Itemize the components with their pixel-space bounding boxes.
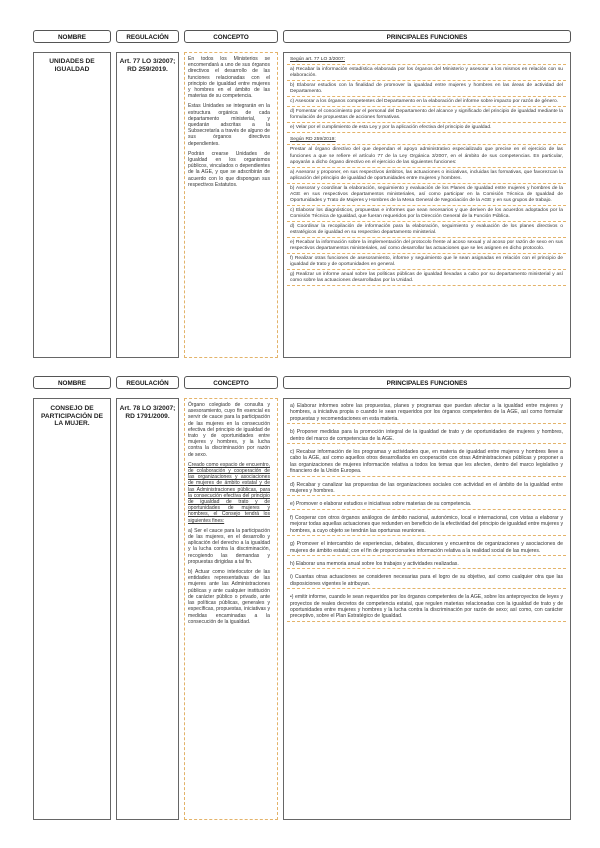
funciones-item: e) Velar por el cumplimiento de esta Ley y por la aplicación efectiva del principio de igualdad. bbox=[287, 125, 566, 133]
funciones-item: a) Recabar la información estadística elaborada por los órganos del Ministerio y asesorar a los mismos en relación con su elaboración. bbox=[287, 67, 566, 81]
funciones-intro: Prestar al órgano directivo del que dependan el apoyo administrativo especializado que precise en el ejercicio de las funciones a que se refiere el artículo 77 de la Ley Orgánica 3/2007, en el ámbito de sus competencias. En particular, apoyarán a dicho órgano directivo en el ejercicio de las siguientes funciones: bbox=[287, 147, 566, 167]
funciones-item: b) Elaborar estudios con la finalidad de promover la igualdad entre mujeres y hombres en las áreas de actividad del Departamento. bbox=[287, 83, 566, 97]
funciones-item: g) Promover el intercambio de experiencias, debates, discusiones y encuentros de organizaciones y asociaciones de mujeres de ámbito estatal; con el fin de proporcionarles información relativa a la realidad social de las mujeres. bbox=[287, 541, 566, 556]
table1-regulacion: Art. 77 LO 3/2007; RD 259/2019. bbox=[119, 58, 176, 73]
table2-regulacion: Art. 78 LO 3/2007; RD 1791/2009. bbox=[119, 405, 176, 420]
nombre-cell bbox=[33, 52, 111, 358]
funciones-item: e) Promover o elaborar estudios e iniciativas sobre materias de su competencia. bbox=[287, 501, 566, 509]
table1-nombre: UNIDADES DE IGUALDAD bbox=[49, 58, 95, 73]
header-regulacion: REGULACIÓN bbox=[116, 30, 179, 43]
table2-funciones bbox=[287, 403, 566, 622]
funciones-heading: Según RD 259/2019: bbox=[287, 135, 566, 145]
header-regulacion: REGULACIÓN bbox=[116, 376, 179, 389]
funciones-item: f) Cooperar con otros órganos análogos de ámbito nacional, autonómico, local e internacional, con vistas a elaborar y mejorar todas aquellas actuaciones que redunden en beneficio de la efectividad del principio de igualdad entre mujeres y hombres, a cuyo objeto se tendrán las oportunas reuniones. bbox=[287, 515, 566, 536]
funciones-item: d) Fomentar el conocimiento por el personal del Departamento del alcance y significado del principio de igualdad mediante la formulación de propuestas de acciones formativas. bbox=[287, 109, 566, 123]
table1-concepto bbox=[188, 56, 270, 192]
table2-concepto bbox=[188, 402, 270, 629]
funciones-item: g) Realizar un informe anual sobre las políticas públicas de igualdad llevadas a cabo por su departamento ministerial y así como sobre las actuaciones desarrolladas por la Unidad. bbox=[287, 272, 566, 286]
nombre-cell bbox=[33, 398, 111, 820]
funciones-heading: Según art. 77 LO 3/2007: bbox=[287, 55, 566, 65]
table2-nombre: CONSEJO DE PARTICIPACIÓN DE LA MUJER. bbox=[40, 405, 104, 428]
funciones-item: a) Elaborar informes sobre las propuestas, planes y programas que puedan afectar a la igualdad entre mujeres y hombres, a iniciativa propia o cuando le sean requeridos por los órganos competentes de la AGE, así como formular propuestas y recomendaciones en esta materia. bbox=[287, 403, 566, 424]
header-nombre: NOMBRE bbox=[33, 376, 111, 389]
funciones-item: b) Asesorar y coordinar la elaboración, seguimiento y evaluación de los Planes de Igualdad entre mujeres y hombres de la AGE en sus respectivos departamentos ministeriales, así como participar en la Comisión Técnica de Igualdad de Oportunidades y Trato de Mujeres y Hombres de la Mesa General de Negociación de la AGE y en sus grupos de trabajo. bbox=[287, 186, 566, 206]
concepto-paragraph: Órgano colegiado de consulta y asesoramiento, cuyo fin esencial es servir de cauce para la participación de las mujeres en la consecución efectiva del principio de igualdad de trato y de oportunidades entre mujeres y hombres, y la lucha contra la discriminación por razón de sexo. bbox=[188, 402, 270, 458]
regulacion-cell bbox=[116, 398, 179, 820]
header-funciones: PRINCIPALES FUNCIONES bbox=[283, 376, 571, 389]
header-concepto: CONCEPTO bbox=[184, 376, 278, 389]
concepto-paragraph: a) Ser el cauce para la participación de las mujeres, en el desarrollo y aplicación del derecho a la igualdad y la lucha contra la discriminación, recogiendo las demandas y propuestas dirigidas a tal fin. bbox=[188, 527, 270, 565]
header-concepto: CONCEPTO bbox=[184, 30, 278, 43]
funciones-item: c) Asesorar a los órganos competentes del Departamento en la elaboración del informe sobre impacto por razón de género. bbox=[287, 99, 566, 107]
header-nombre: NOMBRE bbox=[33, 30, 111, 43]
concepto-paragraph: b) Actuar como interlocutor de las entidades representativas de las mujeres ante las Administraciones públicas y ante cualquier institución de carácter público o privado, ante las políticas públicas, generales y específicas, propuestas, iniciativas y medidas encaminadas a la consecución de la igualdad. bbox=[188, 569, 270, 625]
funciones-item: c) Elaborar los diagnósticos, propuestas e informes que sean necesarios y que deriven de los acuerdos adoptados por la Comisión Técnica de Igualdad, que fueran requeridos por la Dirección General de la Función Pública. bbox=[287, 208, 566, 222]
concepto-paragraph: Creado como espacio de encuentro, de colaboración y cooperación de las organizaciones y asociaciones de mujeres de ámbito estatal y de las Administraciones públicas, para la consecución efectiva del principio de igualdad de trato y de oportunidades de mujeres y hombres, el Consejo tendrá los siguientes fines: bbox=[188, 461, 270, 524]
funciones-item: e) Recabar la información sobre la implementación del protocolo frente al acoso sexual y al acoso por razón de sexo en sus respectivos departamentos ministeriales, así como desarrollar las actuaciones que se les asignen en dicho protocolo. bbox=[287, 240, 566, 254]
funciones-item: •) emitir informe, cuando le sean requeridos por los órganos competentes de la AGE, sobre los anteproyectos de leyes y proyectos de reales decretos de competencia estatal, que regulen materias relacionadas con la igualdad de trato y de oportunidades entre mujeres y hombres y la lucha contra la discriminación por razón de sexo; así como, con carácter preceptivo, sobre el Plan Estratégico de Igualdad. bbox=[287, 594, 566, 622]
funciones-item: a) Asesorar y proponer, en sus respectivos ámbitos, las actuaciones o iniciativas, incluidas las formativas, que favorezcan la aplicación del principio de igualdad de oportunidades entre mujeres y hombres. bbox=[287, 170, 566, 184]
funciones-item: d) Recabar y canalizar las propuestas de las organizaciones sociales con actividad en el ámbito de la igualdad entre mujeres y hombres. bbox=[287, 482, 566, 497]
table1-funciones bbox=[287, 55, 566, 286]
regulacion-cell bbox=[116, 52, 179, 358]
header-funciones: PRINCIPALES FUNCIONES bbox=[283, 30, 571, 43]
funciones-item: b) Proponer medidas para la promoción integral de la igualdad de trato y de oportunidades de mujeres y hombres, dentro del marco de competencias de la AGE. bbox=[287, 429, 566, 444]
funciones-item: f) Realizar otras funciones de asesoramiento, informe y seguimiento que le sean asignadas en relación con el principio de igualdad de trato y de oportunidades en general. bbox=[287, 256, 566, 270]
funciones-item: h) Elaborar una memoria anual sobre los trabajos y actividades realizadas. bbox=[287, 561, 566, 569]
concepto-paragraph: Podrán crearse Unidades de Igualdad en los organismos públicos, vinculados o dependientes de la AGE, y que se adscribirán de acuerdo con lo que dispongan sus respectivos Estatutos. bbox=[188, 150, 270, 188]
concepto-paragraph: En todos los Ministerios se encomendará a uno de sus órganos directivos el desarrollo de las funciones relacionadas con el principio de igualdad entre mujeres y hombres en el ámbito de las materias de su competencia. bbox=[188, 56, 270, 100]
funciones-item: c) Recabar información de los programas y actividades que, en materia de igualdad entre mujeres y hombres lleve a cabo la AGE, así como aquellos otros desarrollados en cooperación con otras Administraciones públicas y proponer a las organizaciones de mujeres información relativa a todos los temas que les afecten, dentro del marco legislativo y financiero de la Unión Europea. bbox=[287, 449, 566, 477]
funciones-item: i) Cuantas otras actuaciones se consideren necesarias para el logro de su objetivo, así como cualquier otra que las disposiciones vigentes le atribuyan. bbox=[287, 574, 566, 589]
concepto-paragraph: Estas Unidades se integrarán en la estructura orgánica de cada departamento ministerial, y quedarán adscritas a la Subsecretaría a través de alguno de sus órganos directivos dependientes. bbox=[188, 103, 270, 147]
funciones-item: d) Coordinar la recopilación de información para la elaboración, seguimiento y evaluación de los planes directivos o estratégicos de igualdad en su respectivo departamento ministerial. bbox=[287, 224, 566, 238]
